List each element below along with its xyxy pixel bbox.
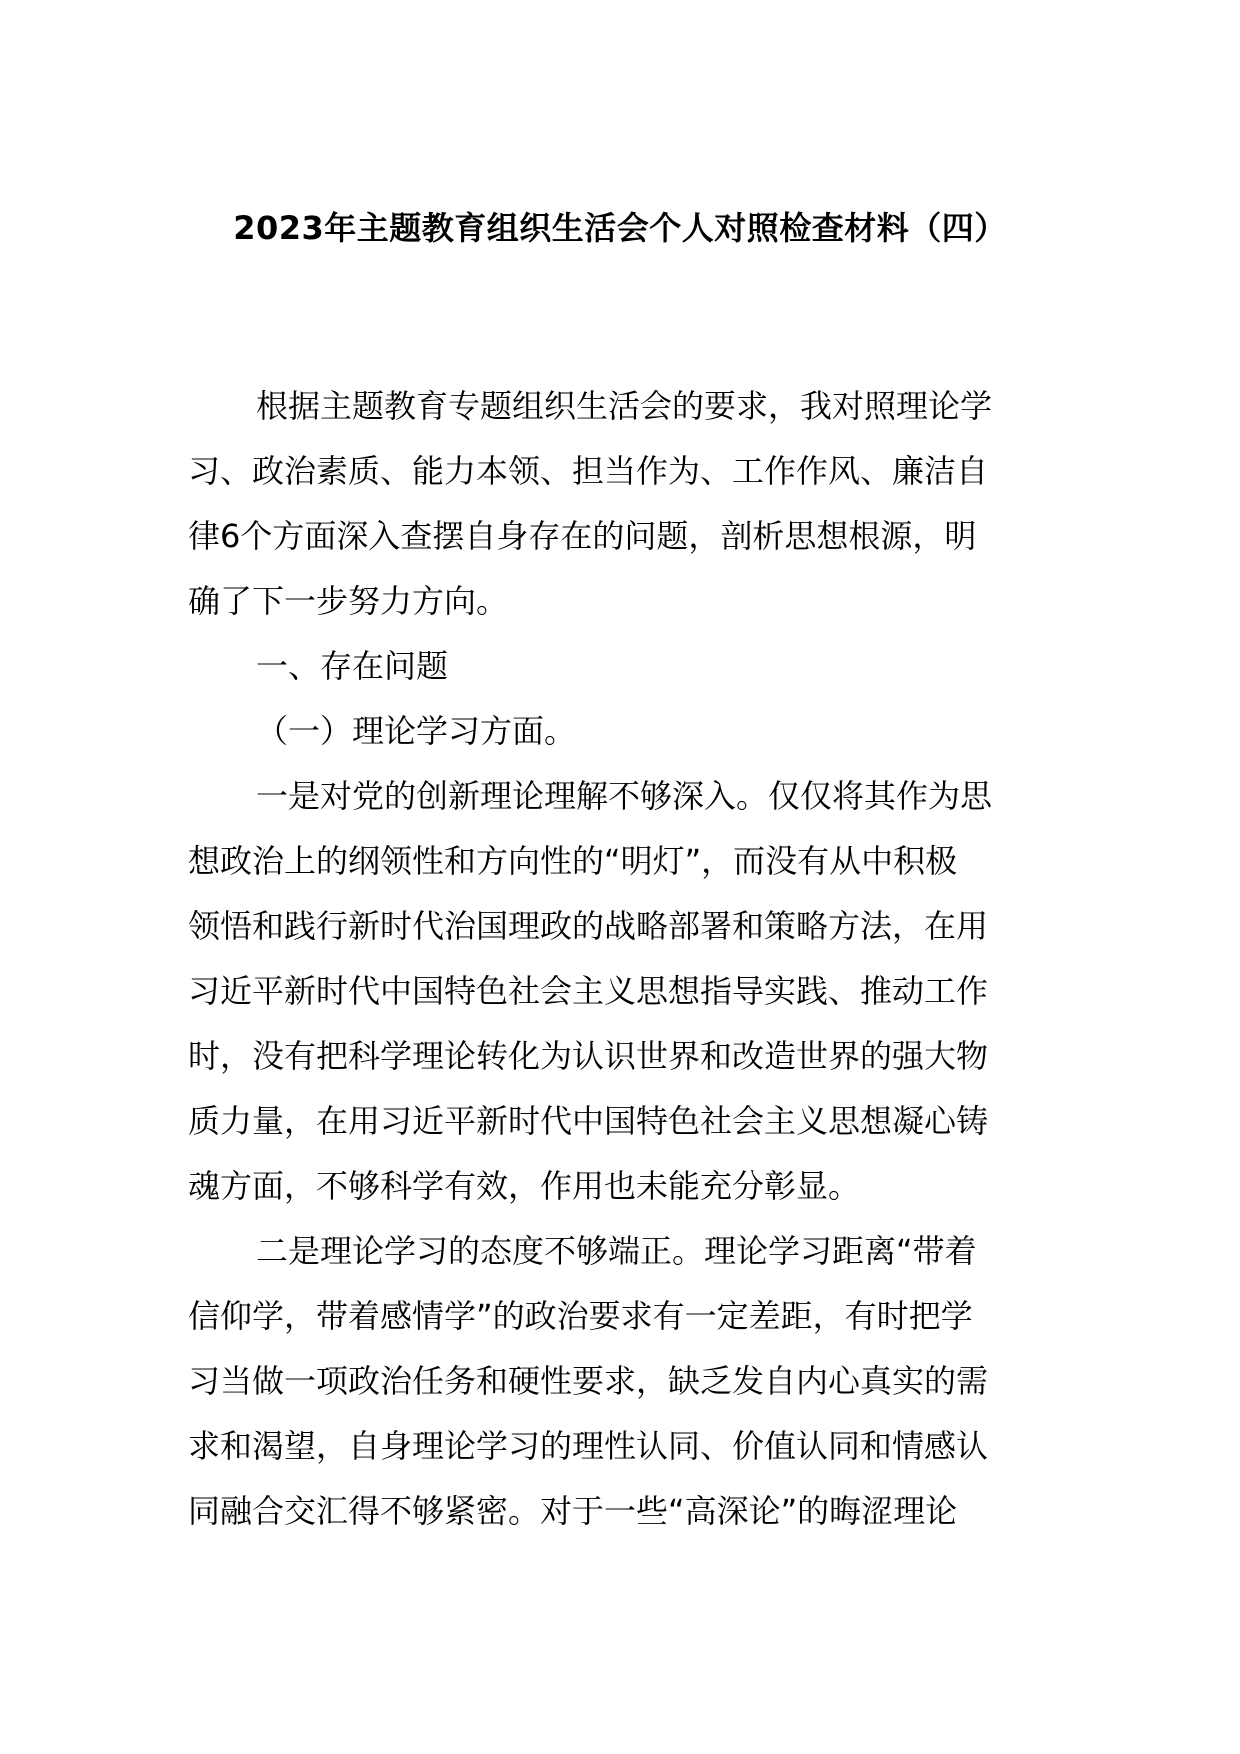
document-title: 2023年主题教育组织生活会个人对照检查材料（四） [233,209,1007,247]
document-body [188,374,1052,1544]
body-line: 一是对党的创新理论理解不够深入。仅仅将其作为思 [256,777,993,815]
body-line: 习近平新时代中国特色社会主义思想指导实践、推动工作 [188,972,989,1010]
body-line: 根据主题教育专题组织生活会的要求，我对照理论学 [256,387,993,425]
body-line: 确了下一步努力方向。 [188,582,509,620]
body-line: 想政治上的纲领性和方向性的“明灯”，而没有从中积极 [188,842,958,880]
body-line: 质力量，在用习近平新时代中国特色社会主义思想凝心铸 [188,1102,989,1140]
body-line: （一）理论学习方面。 [256,712,577,750]
body-line: 习、政治素质、能力本领、担当作为、工作作风、廉洁自 [188,452,989,490]
body-line: 习当做一项政治任务和硬性要求，缺乏发自内心真实的需 [188,1362,989,1400]
body-line: 魂方面，不够科学有效，作用也未能充分彰显。 [188,1167,861,1205]
body-line: 时，没有把科学理论转化为认识世界和改造世界的强大物 [188,1037,989,1075]
body-line: 同融合交汇得不够紧密。对于一些“高深论”的晦涩理论 [188,1492,958,1530]
body-line: 一、存在问题 [256,647,449,685]
body-line: 领悟和践行新时代治国理政的战略部署和策略方法，在用 [188,907,989,945]
body-line: 求和渴望，自身理论学习的理性认同、价值认同和情感认 [188,1427,989,1465]
body-line: 律6个方面深入查摆自身存在的问题，剖析思想根源，明 [188,517,977,555]
body-line: 二是理论学习的态度不够端正。理论学习距离“带着 [256,1232,977,1270]
body-line: 信仰学，带着感情学”的政治要求有一定差距，有时把学 [188,1297,973,1335]
